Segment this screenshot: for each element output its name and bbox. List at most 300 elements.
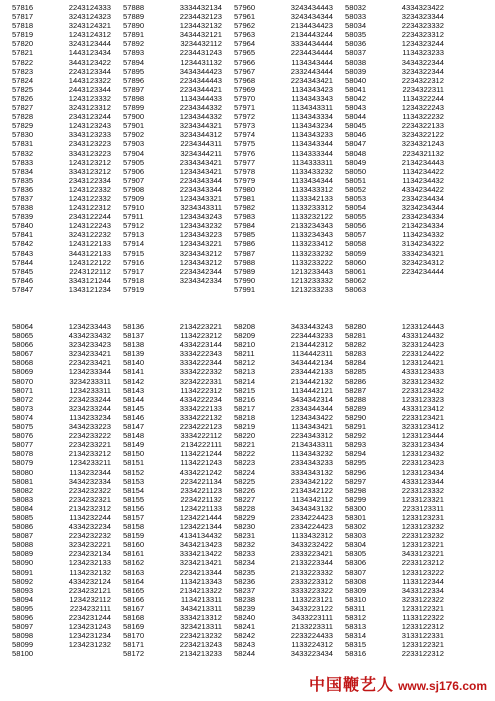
- row-index: 57961: [234, 12, 256, 22]
- table-row: [0, 276, 495, 285]
- row-code: 3334222112: [180, 431, 222, 441]
- row-code: 1134343344: [291, 139, 333, 149]
- row-index: 57915: [123, 248, 145, 258]
- table-cell: [333, 422, 444, 431]
- table-row: [0, 176, 495, 185]
- row-index: 57832: [12, 148, 34, 158]
- table-cell: [222, 422, 333, 431]
- table-cell: [222, 340, 333, 349]
- row-index: 58312: [345, 613, 367, 622]
- table-cell: [0, 440, 111, 449]
- row-index: 58076: [12, 431, 34, 441]
- row-code: 2334224423: [290, 522, 333, 532]
- row-code: 2234222123: [179, 422, 222, 432]
- row-index: 58213: [234, 367, 256, 377]
- row-index: 58172: [123, 649, 145, 659]
- row-code: 2234221132: [180, 494, 222, 504]
- row-index: 57977: [234, 157, 256, 167]
- table-cell: [333, 568, 444, 577]
- row-index: 58307: [345, 567, 367, 577]
- row-code: 1243122332: [68, 193, 111, 203]
- row-index: 58300: [345, 503, 367, 513]
- table-cell: [0, 386, 111, 395]
- table-cell: [222, 367, 333, 376]
- row-code: 1134232244: [69, 512, 111, 522]
- row-code: 3334222332: [179, 367, 222, 377]
- table-cell: [0, 3, 111, 12]
- table-cell: [222, 531, 333, 540]
- row-index: 57821: [12, 48, 34, 58]
- row-code: 2243122112: [69, 266, 111, 276]
- row-code: 1133233232: [291, 248, 333, 258]
- row-index: 58239: [234, 603, 256, 613]
- row-code: [378, 285, 444, 294]
- table-cell: [222, 513, 333, 522]
- watermark-chinese-text: 中国鞭艺人: [309, 677, 395, 694]
- row-index: 58149: [123, 440, 145, 450]
- row-index: 58049: [345, 157, 367, 167]
- row-index: 58063: [345, 284, 367, 294]
- row-code: 3334213312: [179, 613, 222, 622]
- table-cell: [111, 221, 222, 230]
- row-index: 57826: [12, 93, 34, 103]
- row-index: 57902: [123, 130, 145, 140]
- row-code: 1134234332: [402, 230, 444, 240]
- row-code: 3234344211: [180, 148, 222, 158]
- row-code: 4334232124: [68, 576, 111, 586]
- row-code: 1343121234: [68, 284, 111, 294]
- table-cell: [0, 413, 111, 422]
- table-cell: [333, 76, 444, 85]
- table-cell: [111, 249, 222, 258]
- table-cell: [111, 121, 222, 130]
- row-code: 3234213311: [180, 622, 222, 632]
- row-index: 58092: [12, 576, 34, 586]
- table-cell: [111, 230, 222, 239]
- row-index: 57991: [234, 284, 256, 294]
- row-code: 2334343233: [290, 458, 333, 468]
- row-code: 2234232134: [68, 549, 111, 559]
- row-code: 1134343234: [291, 121, 333, 131]
- row-code: 2234232322: [68, 485, 111, 495]
- row-index: 58209: [234, 331, 256, 341]
- row-index: 58297: [345, 476, 367, 486]
- table-cell: [222, 285, 333, 294]
- row-index: 58143: [123, 385, 145, 395]
- table-cell: [222, 121, 333, 130]
- table-cell: [333, 449, 444, 458]
- row-index: 57973: [234, 121, 256, 131]
- table-cell: [222, 595, 333, 604]
- table-cell: [0, 586, 111, 595]
- table-cell: [0, 203, 111, 212]
- row-code: 1134213311: [180, 594, 222, 604]
- row-index: 58299: [345, 494, 367, 504]
- row-code: 1134233234: [69, 412, 111, 422]
- row-index: 58226: [234, 485, 256, 495]
- row-index: 58171: [123, 640, 145, 650]
- row-index: 58072: [12, 394, 34, 404]
- row-index: 58084: [12, 503, 34, 513]
- row-code: 3433443243: [290, 322, 333, 331]
- table-cell: [333, 558, 444, 567]
- row-code: 2134343311: [291, 440, 333, 450]
- row-code: 1243122133: [68, 239, 111, 249]
- row-index: 57900: [123, 112, 145, 122]
- row-code: 1233124443: [401, 322, 444, 331]
- row-index: 58208: [234, 322, 256, 331]
- row-index: 58032: [345, 3, 367, 12]
- row-index: 57914: [123, 239, 145, 249]
- table-cell: [222, 549, 333, 558]
- table-cell: [0, 176, 111, 185]
- row-index: 57895: [123, 66, 145, 76]
- row-index: 58056: [345, 221, 367, 231]
- row-index: 58148: [123, 431, 145, 441]
- row-code: 1133433232: [291, 166, 333, 176]
- row-code: 1234343422: [290, 412, 333, 422]
- row-code: 2334342122: [290, 476, 333, 486]
- row-index: 58150: [123, 449, 145, 459]
- row-code: 2134233212: [68, 449, 111, 459]
- row-index: 58234: [234, 558, 256, 568]
- row-index: 57967: [234, 66, 256, 76]
- table-cell: [111, 76, 222, 85]
- table-cell: [0, 449, 111, 458]
- row-code: 1234343243: [179, 212, 222, 222]
- row-index: 57964: [234, 39, 256, 49]
- row-code: 1234231232: [68, 640, 111, 650]
- table-row: [0, 76, 495, 85]
- row-code: 3243434344: [290, 12, 333, 22]
- table-cell: [222, 468, 333, 477]
- table-cell: [111, 212, 222, 221]
- row-index: 58309: [345, 585, 367, 595]
- row-index: 58243: [234, 640, 256, 650]
- row-index: 58044: [345, 112, 367, 122]
- table-cell: [0, 458, 111, 467]
- row-index: 58075: [12, 422, 34, 432]
- row-index: 58085: [12, 512, 34, 522]
- table-cell: [333, 622, 444, 631]
- row-code: 2234344311: [180, 139, 222, 149]
- row-index: 57968: [234, 75, 256, 85]
- table-row: [0, 258, 495, 267]
- table-cell: [111, 94, 222, 103]
- row-index: 58041: [345, 84, 367, 94]
- row-code: 2233124422: [401, 349, 444, 359]
- table-cell: [222, 495, 333, 504]
- table-cell: [111, 577, 222, 586]
- row-index: 57969: [234, 84, 256, 94]
- table-row: [0, 640, 495, 649]
- row-code: 3234234344: [401, 203, 444, 213]
- table-cell: [333, 577, 444, 586]
- row-code: 3433223434: [290, 649, 333, 659]
- table-cell: [333, 631, 444, 640]
- row-code: 2234343344: [179, 175, 222, 185]
- row-code: 3334222133: [179, 403, 222, 413]
- row-index: 58055: [345, 212, 367, 222]
- row-code: 3433123221: [401, 549, 444, 559]
- table-row: [0, 540, 495, 549]
- row-code: 2133234343: [290, 221, 333, 231]
- table-row: [0, 568, 495, 577]
- table-cell: [222, 504, 333, 513]
- row-index: 58065: [12, 331, 34, 341]
- row-code: 2134434423: [290, 21, 333, 31]
- table-cell: [0, 549, 111, 558]
- row-code: 2234322133: [401, 121, 444, 131]
- row-code: 2234321132: [402, 148, 444, 158]
- table-row: [0, 413, 495, 422]
- row-code: 2334221123: [180, 485, 222, 495]
- table-cell: [333, 595, 444, 604]
- row-index: 57918: [123, 275, 145, 285]
- row-index: 58066: [12, 340, 34, 350]
- table-row: [0, 149, 495, 158]
- row-index: 57891: [123, 30, 145, 40]
- table-cell: [0, 468, 111, 477]
- table-cell: [333, 212, 444, 221]
- table-cell: [0, 158, 111, 167]
- table-cell: [333, 349, 444, 358]
- table-cell: [111, 622, 222, 631]
- table-row: [0, 468, 495, 477]
- table-row: [0, 377, 495, 386]
- table-cell: [111, 103, 222, 112]
- row-code: 1134232132: [69, 567, 111, 577]
- row-index: 57980: [234, 184, 256, 194]
- row-index: 58074: [12, 412, 34, 422]
- table-cell: [111, 531, 222, 540]
- row-index: 58162: [123, 558, 145, 568]
- table-row: [0, 249, 495, 258]
- row-code: 3334222343: [179, 349, 222, 359]
- row-code: 1134333344: [291, 148, 333, 158]
- row-index: 58090: [12, 558, 34, 568]
- row-code: 2234343312: [290, 431, 333, 441]
- table-cell: [0, 595, 111, 604]
- table-cell: [111, 568, 222, 577]
- row-code: 3434213311: [180, 603, 222, 613]
- table-cell: [222, 194, 333, 203]
- row-code: 2134213233: [179, 649, 222, 659]
- table-cell: [222, 386, 333, 395]
- row-code: 2333223312: [290, 576, 333, 586]
- table-cell: [222, 522, 333, 531]
- table-cell: [222, 12, 333, 21]
- table-row: [0, 85, 495, 94]
- table-cell: [0, 112, 111, 121]
- table-cell: [333, 85, 444, 94]
- table-cell: [0, 495, 111, 504]
- row-code: 3233124423: [401, 340, 444, 350]
- row-code: 2234431243: [179, 48, 222, 58]
- row-code: 3234323344: [401, 12, 444, 22]
- table-cell: [222, 377, 333, 386]
- row-code: 1233124421: [401, 358, 444, 368]
- row-code: 1234343321: [179, 193, 222, 203]
- row-index: 58068: [12, 358, 34, 368]
- row-code: 3243123444: [68, 39, 111, 49]
- table-row: [0, 67, 495, 76]
- table-cell: [333, 112, 444, 121]
- row-index: 58071: [12, 385, 34, 395]
- row-code: 2443123344: [68, 84, 111, 94]
- table-row: [0, 595, 495, 604]
- row-code: 1234343223: [179, 230, 222, 240]
- row-code: 2234344443: [179, 75, 222, 85]
- table-cell: [333, 285, 444, 294]
- row-code: 1234233443: [68, 322, 111, 331]
- row-index: 57841: [12, 230, 34, 240]
- row-index: 58161: [123, 549, 145, 559]
- row-index: 57975: [234, 139, 256, 149]
- table-cell: [333, 522, 444, 531]
- table-cell: [0, 130, 111, 139]
- row-code: 3234222331: [179, 376, 222, 386]
- row-index: 57893: [123, 48, 145, 58]
- row-index: 57965: [234, 48, 256, 58]
- table-row: [0, 285, 495, 294]
- table-block-top: [0, 3, 495, 294]
- row-code: 2234342344: [179, 266, 222, 276]
- row-index: 58316: [345, 649, 367, 659]
- table-cell: [333, 230, 444, 239]
- row-index: 57908: [123, 184, 145, 194]
- table-cell: [0, 631, 111, 640]
- row-index: 58157: [123, 512, 145, 522]
- table-row: [0, 322, 495, 331]
- row-index: 58285: [345, 367, 367, 377]
- table-cell: [222, 568, 333, 577]
- table-cell: [333, 167, 444, 176]
- table-cell: [333, 549, 444, 558]
- table-cell: [0, 212, 111, 221]
- table-cell: [111, 540, 222, 549]
- row-code: 1233122321: [401, 640, 444, 650]
- table-cell: [0, 477, 111, 486]
- table-cell: [333, 267, 444, 276]
- table-cell: [111, 158, 222, 167]
- table-cell: [111, 386, 222, 395]
- table-cell: [0, 340, 111, 349]
- row-index: 58210: [234, 340, 256, 350]
- table-row: [0, 513, 495, 522]
- table-cell: [333, 239, 444, 248]
- table-cell: [111, 322, 222, 331]
- table-cell: [222, 112, 333, 121]
- table-cell: [333, 103, 444, 112]
- table-cell: [111, 549, 222, 558]
- table-cell: [333, 604, 444, 613]
- row-index: 58079: [12, 458, 34, 468]
- row-index: 58089: [12, 549, 34, 559]
- table-cell: [0, 322, 111, 331]
- row-index: 58163: [123, 567, 145, 577]
- table-cell: [0, 12, 111, 21]
- row-code: 3243434443: [290, 3, 333, 12]
- row-index: 57837: [12, 193, 34, 203]
- row-index: 58098: [12, 631, 34, 641]
- row-code: 3343123223: [68, 148, 111, 158]
- row-index: 58059: [345, 248, 367, 258]
- row-code: 1134323233: [402, 48, 444, 58]
- row-code: 1443123434: [68, 48, 111, 58]
- table-cell: [333, 477, 444, 486]
- table-row: [0, 486, 495, 495]
- row-index: 57827: [12, 103, 34, 113]
- row-code: 1134342112: [291, 494, 333, 504]
- row-code: 3234432112: [180, 39, 222, 49]
- table-row: [0, 440, 495, 449]
- table-cell: [111, 377, 222, 386]
- row-index: 58291: [345, 422, 367, 432]
- row-index: 57966: [234, 57, 256, 67]
- row-code: 3434342314: [290, 394, 333, 404]
- row-index: 58306: [345, 558, 367, 568]
- row-code: 2234434444: [290, 48, 333, 58]
- row-index: 57981: [234, 193, 256, 203]
- row-index: 57906: [123, 166, 145, 176]
- row-code: 2234432123: [179, 12, 222, 22]
- table-cell: [333, 258, 444, 267]
- table-cell: [111, 276, 222, 285]
- row-code: 1233123221: [401, 540, 444, 550]
- row-code: 2234232321: [68, 494, 111, 504]
- table-cell: [0, 139, 111, 148]
- table-row: [0, 367, 495, 376]
- table-cell: [0, 613, 111, 622]
- row-code: 2233123212: [401, 558, 444, 568]
- table-cell: [333, 21, 444, 30]
- table-cell: [222, 577, 333, 586]
- table-cell: [111, 649, 222, 658]
- table-cell: [111, 367, 222, 376]
- row-index: 58170: [123, 631, 145, 641]
- row-code: 3343121244: [68, 275, 111, 285]
- row-code: 3343123233: [68, 130, 111, 140]
- row-code: 2234231244: [68, 613, 111, 622]
- row-index: 57917: [123, 266, 145, 276]
- row-index: 57839: [12, 212, 34, 222]
- row-code: 3334234321: [401, 248, 444, 258]
- table-cell: [222, 486, 333, 495]
- row-index: 58070: [12, 376, 34, 386]
- row-index: 57844: [12, 257, 34, 267]
- row-code: 4333124432: [401, 331, 444, 341]
- table-cell: [222, 67, 333, 76]
- table-cell: [0, 404, 111, 413]
- table-cell: [111, 558, 222, 567]
- table-cell: [333, 331, 444, 340]
- table-row: [0, 349, 495, 358]
- row-code: 2234323312: [401, 30, 444, 40]
- row-code: 1234233344: [68, 367, 111, 377]
- table-cell: [0, 267, 111, 276]
- table-row: [0, 577, 495, 586]
- table-row: [0, 404, 495, 413]
- row-index: 58073: [12, 403, 34, 413]
- row-index: 58169: [123, 622, 145, 632]
- row-code: 3233123432: [401, 376, 444, 386]
- row-index: 57985: [234, 230, 256, 240]
- row-code: 1133223121: [291, 594, 333, 604]
- row-code: 3434233223: [68, 422, 111, 432]
- table-cell: [222, 404, 333, 413]
- table-cell: [333, 39, 444, 48]
